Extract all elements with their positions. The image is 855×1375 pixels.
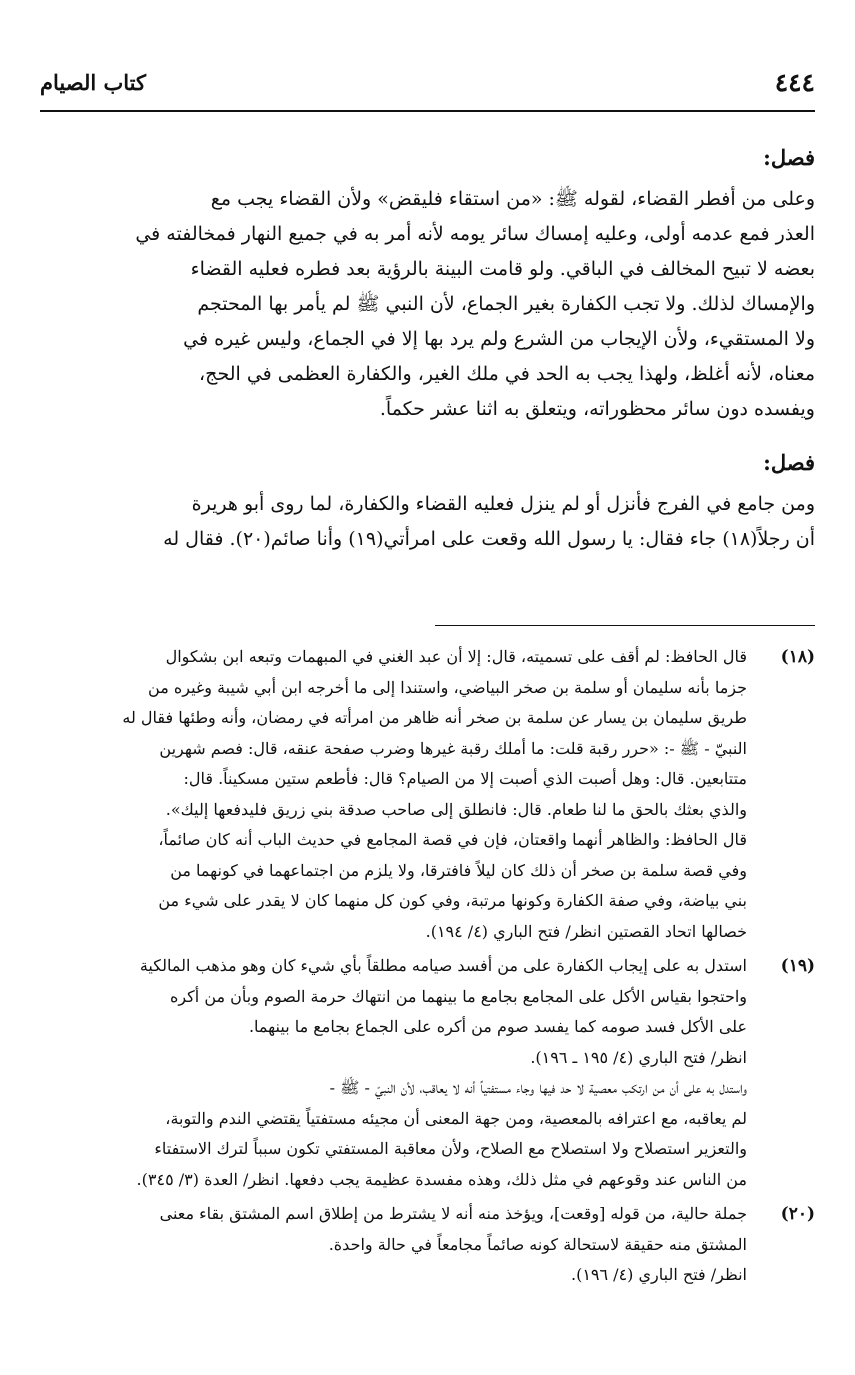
- footnote-line: والتعزير استصلاح ولا استصلاح مع الصلاح، ولأن معاقبة المستفتي تكون سبباً لترك الاستفتاء: [154, 1139, 747, 1158]
- footnote-line: متتابعين. قال: وهل أصبت الذي أصبت إلا من الصيام؟ قال: فأطعم ستين مسكيناً. قال:: [183, 769, 747, 788]
- footnote-line: لم يعاقبه، مع اعترافه بالمعصية، ومن جهة المعنى أن مجيئه مستفتياً يقتضي الندم والتوبة،: [165, 1108, 747, 1128]
- footnote-line: قال الحافظ: لم أقف على تسميته، قال: إلا أن عبد الغني في المبهمات وتبعه ابن بشكوال: [165, 647, 747, 666]
- main-text: [38, 140, 815, 557]
- text-line: وعلى من أفطر القضاء، لقوله ﷺ: «من استقاء فليقض» ولأن القضاء يجب مع: [210, 188, 815, 210]
- footnote-line: انظر/ فتح الباري (٤/ ١٩٥ ـ ١٩٦).: [530, 1047, 747, 1067]
- paragraph: [38, 182, 815, 427]
- running-header: [40, 60, 815, 112]
- text-line: العذر فمع عدمه أولى، وعليه إمساك سائر يومه لأنه أمر به في جميع النهار فمخالفته في: [135, 223, 815, 245]
- footnote-line: النبيّ - ﷺ -: «حرر رقبة قلت: ما أملك رقبة غيرها وضرب صفحة عنقه، قال: فصم شهرين: [159, 738, 747, 758]
- section-heading: فصل:: [763, 145, 815, 170]
- text-line: معناه، لأنه أغلظ، ولهذا يجب به الحد في ملك الغير، والكفارة العظمى في الحج،: [199, 363, 815, 385]
- text-line: أن رجلاً(١٨) جاء فقال: يا رسول الله وقعت على امرأتي(١٩) وأنا صائم(٢٠). فقال له: [163, 528, 815, 550]
- footnote-separator: [435, 625, 815, 626]
- section-2: [38, 445, 815, 557]
- book-title: كتاب الصيام: [40, 70, 146, 95]
- text-line: بعضه لا تبيح المخالف في الباقي. ولو قامت البينة بالرؤية بعد فطره فعليه القضاء: [190, 258, 815, 280]
- footnote-number: (٢٠): [780, 1204, 815, 1224]
- text-line: والإمساك لذلك. ولا تجب الكفارة بغير الجماع، لأن النبي ﷺ لم يأمر بها المحتجم: [197, 293, 815, 315]
- footnote-20: [38, 1199, 815, 1291]
- footnote-number: (١٨): [780, 647, 815, 667]
- footnotes: [38, 642, 815, 1295]
- footnote-line: واحتجوا بقياس الأكل على المجامع بجامع ما بينهما من انتهاك حرمة الصوم وبأن من أكره: [169, 986, 747, 1006]
- footnote-line: واستدل به على أن من ارتكب معصية لا حد فيها وجاء مستفتياً أنه لا يعاقب، لأن النبيّ - ﷺ -: [329, 1078, 747, 1097]
- footnote-line: بني بياضة، وفي صفة الكفارة وكونها مرتبة، وفي كون كل منهما كان لا يقدر على شيء من: [158, 891, 747, 910]
- section-1: [38, 140, 815, 427]
- footnote-18: [38, 642, 815, 947]
- footnote-number: (١٩): [780, 956, 815, 976]
- footnote-line: وفي قصة سلمة بن صخر أن ذلك كان ليلاً فافترقا، ولا يلزم من اجتماعهما في كونهما من: [170, 860, 747, 880]
- footnote-line: والذي بعثك بالحق ما لنا طعام. قال: فانطلق إلى صاحب صدقة بني زريق فليدفعها إليك».: [165, 799, 747, 819]
- text-line: ولا المستقيء، ولأن الإيجاب من الشرع ولم يرد بها إلا في الجماع، وليس غيره في: [183, 328, 815, 350]
- text-line: ومن جامع في الفرج فأنزل أو لم ينزل فعليه القضاء والكفارة، لما روى أبو هريرة: [191, 493, 815, 515]
- footnote-line: قال الحافظ: والظاهر أنهما واقعتان، فإن في قصة المجامع في حديث الباب أنه كان صائماً،: [158, 830, 747, 849]
- footnote-body: [38, 642, 747, 947]
- footnote-line: جزما بأنه سليمان أو سلمة بن صخر البياضي، واستندا إلى ما أخرجه ابن أبي شيبة وغيره من: [148, 677, 747, 697]
- footnote-line: خصالها اتحاد القصتين انظر/ فتح الباري (٤/ ١٩٤).: [425, 921, 747, 941]
- footnote-line: على الأكل فسد صومه كما يفسد صوم من أكره على الجماع بجامع ما بينهما.: [248, 1017, 747, 1036]
- footnote-line: من الناس عند وقوعهم في مثل ذلك، وهذه مفسدة عظيمة يجب دفعها. انظر/ العدة (٣/ ٣٤٥).: [136, 1169, 747, 1189]
- section-heading: فصل:: [763, 450, 815, 475]
- paragraph: [38, 487, 815, 557]
- text-line: ويفسده دون سائر محظوراته، ويتعلق به اثنا عشر حكماً.: [379, 398, 815, 420]
- footnote-body: [38, 951, 747, 1195]
- footnote-19: [38, 951, 815, 1195]
- footnote-line: طريق سليمان بن يسار عن سلمة بن صخر أنه ظاهر من امرأته في رمضان، وأنه وطئها فقال له: [122, 708, 747, 727]
- footnote-line: المشتق منه حقيقة لاستحالة كونه صائماً مجامعاً في حالة واحدة.: [328, 1234, 747, 1254]
- footnote-line: جملة حالية، من قوله [وقعت]، ويؤخذ منه أنه لا يشترط من إطلاق اسم المشتق بقاء معنى: [159, 1204, 747, 1223]
- footnote-line: استدل به على إيجاب الكفارة على من أفسد صيامه مطلقاً بأي شيء كان وهو مذهب المالكية: [139, 956, 747, 975]
- header-rule: [40, 110, 815, 112]
- page-number: ٤٤٤: [774, 68, 815, 97]
- footnote-line: انظر/ فتح الباري (٤/ ١٩٦).: [570, 1265, 747, 1284]
- footnote-body: [38, 1199, 747, 1291]
